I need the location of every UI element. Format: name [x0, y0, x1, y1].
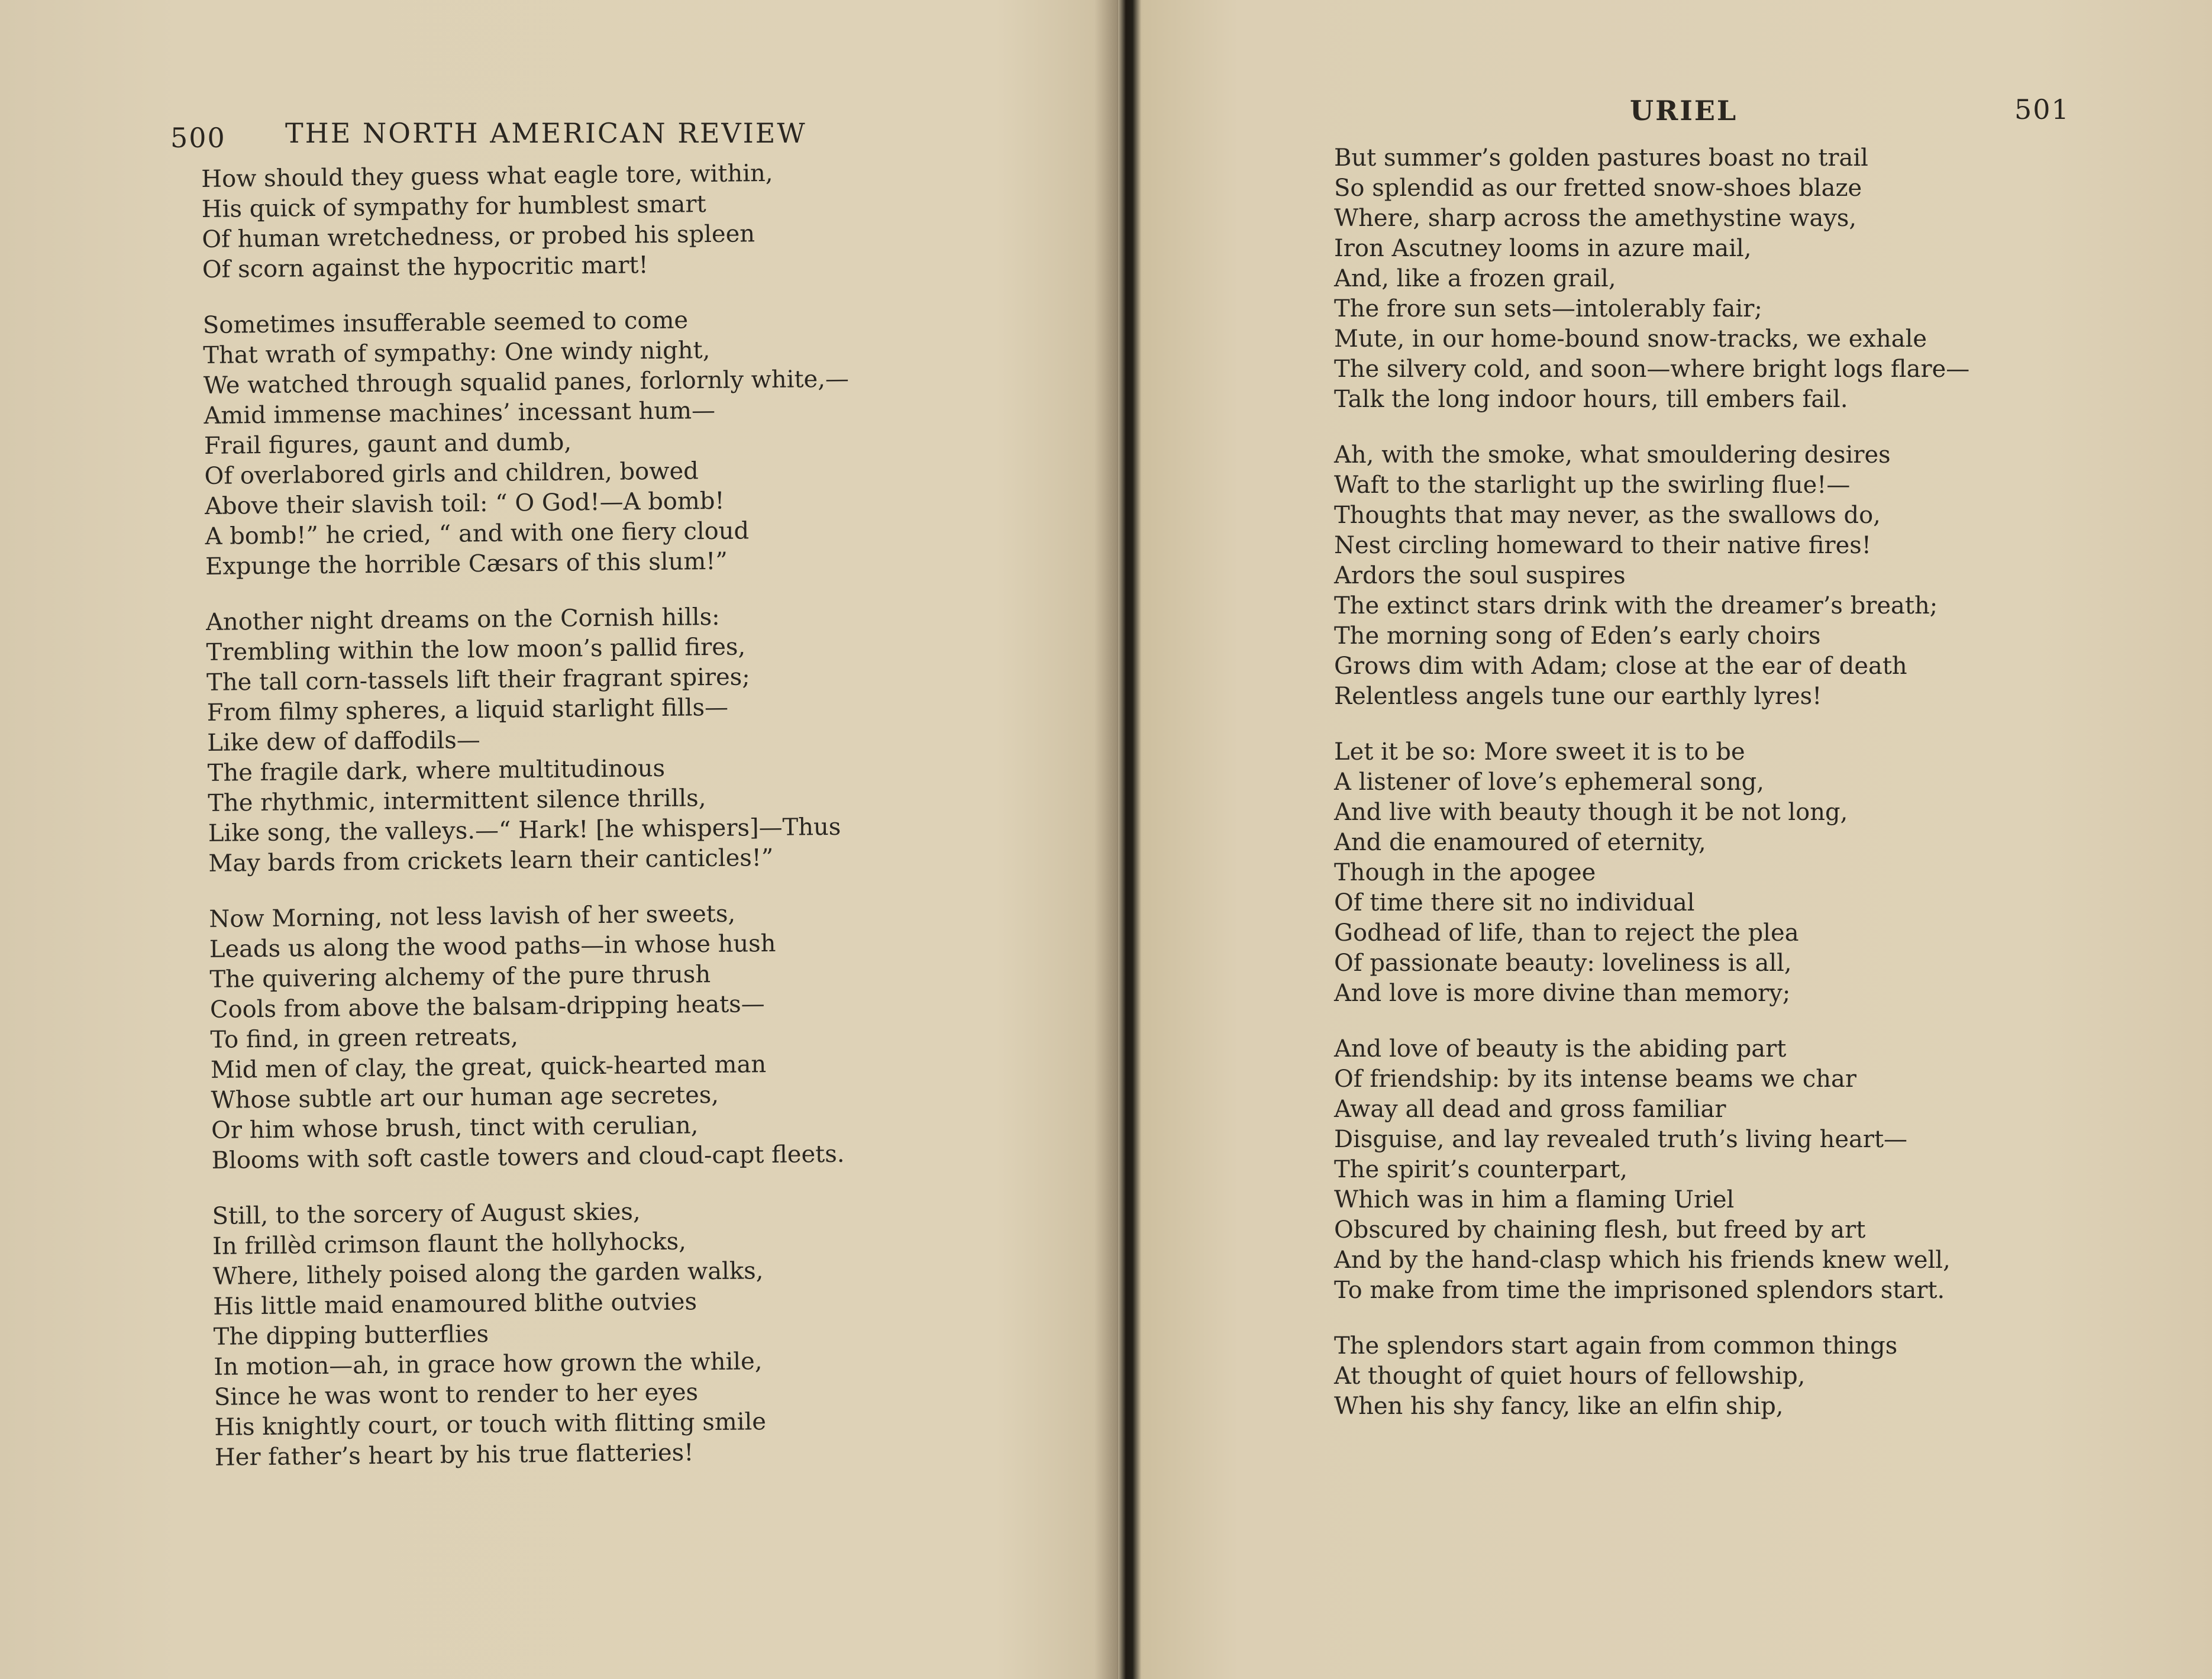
poem-line: Of friendship: by its intense beams we char [1334, 1065, 1857, 1093]
poem-line: The extinct stars drink with the dreamer’s breath; [1334, 592, 1938, 619]
poem-line: Mute, in our home-bound snow-tracks, we exhale [1334, 325, 1927, 353]
poem-line: The spirit’s counterpart, [1334, 1156, 1627, 1183]
poem-line: And love is more divine than memory; [1334, 980, 1791, 1007]
poem-line: And by the hand-clasp which his friends knew well, [1334, 1247, 1951, 1274]
poem-line: Trembling within the low moon’s pallid fires, [206, 633, 746, 666]
page-number: 501 [2014, 93, 2070, 125]
stanza [206, 601, 854, 879]
stanza [209, 898, 857, 1176]
poem-line: Of human wretchedness, or probed his spleen [202, 220, 755, 253]
poem-line: Or him whose brush, tinct with cerulian, [211, 1112, 699, 1144]
poem-line: May bards from crickets learn their canticles!” [208, 844, 774, 877]
poem-line: The rhythmic, intermittent silence thrills, [208, 784, 706, 817]
right-page [1133, 0, 2212, 1679]
poem-line: Ardors the soul suspires [1334, 562, 1626, 589]
poem-line: Away all dead and gross familiar [1334, 1096, 1726, 1123]
stanza [212, 1194, 860, 1473]
poem-line: Her father’s heart by his true flatteries! [214, 1439, 694, 1471]
poem-line: Godhead of life, than to reject the plea [1334, 919, 1799, 947]
poem-line: Which was in him a flaming Uriel [1334, 1186, 1735, 1213]
stanza [201, 158, 848, 285]
poem-line: Of passionate beauty: loveliness is all, [1334, 950, 1792, 977]
poem-line: The silvery cold, and soon—where bright logs flare— [1334, 356, 1970, 383]
poem-line: The fragile dark, where multitudinous [207, 754, 666, 787]
poem-line: His quick of sympathy for humblest smart [201, 190, 706, 223]
poem-line: Whose subtle art our human age secretes, [211, 1081, 719, 1114]
poem-text [1334, 143, 1969, 1447]
page-number: 500 [170, 122, 226, 154]
poem-line: And love of beauty is the abiding part [1334, 1035, 1787, 1063]
poem-line: That wrath of sympathy: One windy night, [203, 337, 711, 369]
poem-line: His knightly court, or touch with flitting smile [214, 1408, 767, 1441]
poem-line: Now Morning, not less lavish of her sweets, [209, 900, 736, 933]
poem-line: Above their slavish toil: “ O God!—A bomb! [204, 487, 725, 520]
poem-line: Talk the long indoor hours, till embers fail. [1334, 386, 1848, 413]
poem-line: Of time there sit no individual [1334, 889, 1695, 916]
running-head: THE NORTH AMERICAN REVIEW [285, 117, 807, 149]
poem-line: Another night dreams on the Cornish hills: [205, 603, 720, 636]
poem-line: When his shy fancy, like an elfin ship, [1334, 1393, 1784, 1420]
poem-line: Ah, with the smoke, what smouldering desires [1334, 441, 1891, 469]
poem-line: Relentless angels tune our earthly lyres! [1334, 683, 1822, 710]
poem-line: Thoughts that may never, as the swallows do, [1334, 502, 1881, 529]
poem-line: Disguise, and lay revealed truth’s living heart— [1334, 1126, 1908, 1153]
poem-line: Blooms with soft castle towers and cloud-capt fleets. [211, 1140, 845, 1174]
poem-line: A listener of love’s ephemeral song, [1334, 769, 1764, 796]
poem-line: Of overlabored girls and children, bowed [204, 457, 699, 490]
poem-line: Still, to the sorcery of August skies, [212, 1198, 641, 1230]
stanza [1334, 440, 1969, 712]
poem-line: Like dew of daffodils— [207, 727, 480, 757]
poem-line: From filmy spheres, a liquid starlight fills— [206, 693, 729, 727]
poem-line: The splendors start again from common things [1334, 1332, 1898, 1360]
poem-line: We watched through squalid panes, forlornly white,— [203, 365, 850, 399]
poem-line: Frail figures, gaunt and dumb, [204, 428, 572, 460]
poem-line: How should they guess what eagle tore, within, [201, 159, 773, 193]
poem-line: So splendid as our fretted snow-shoes blaze [1334, 175, 1862, 202]
poem-line: Nest circling homeward to their native fires! [1334, 532, 1871, 559]
poem-line: To find, in green retreats, [210, 1023, 519, 1054]
poem-line: But summer’s golden pastures boast no trail [1334, 144, 1868, 172]
poem-line: At thought of quiet hours of fellowship, [1334, 1362, 1806, 1390]
poem-line: In frillèd crimson flaunt the hollyhocks, [212, 1228, 687, 1260]
poem-line: A bomb!” he cried, “ and with one fiery cloud [205, 517, 750, 550]
poem-line: Expunge the horrible Cæsars of this slum!” [205, 547, 728, 580]
poem-line: Amid immense machines’ incessant hum— [204, 396, 716, 430]
poem-line: The tall corn-tassels lift their fragrant spires; [206, 663, 750, 696]
poem-line: Sometimes insufferable seemed to come [202, 306, 689, 339]
poem-line: Of scorn against the hypocritic mart! [202, 251, 648, 283]
poem-line: His little maid enamoured blithe outvies [212, 1288, 697, 1320]
poem-line: And live with beauty though it be not long, [1334, 799, 1848, 826]
poem-line: Though in the apogee [1334, 859, 1596, 886]
poem-line: Where, lithely poised along the garden walks, [212, 1257, 764, 1290]
stanza [203, 304, 851, 582]
poem-line: Iron Ascutney looms in azure mail, [1334, 235, 1752, 262]
stanza [1334, 143, 1969, 415]
poem-line: Like song, the valleys.—“ Hark! [he whispers]—Thus [208, 813, 841, 847]
poem-line: To make from time the imprisoned splendors start. [1334, 1277, 1945, 1304]
stanza [1334, 1034, 1969, 1306]
poem-line: Cools from above the balsam-dripping heats— [209, 990, 765, 1023]
poem-line: Let it be so: More sweet it is to be [1334, 738, 1745, 766]
poem-line: Obscured by chaining flesh, but freed by art [1334, 1216, 1866, 1244]
poem-line: Mid men of clay, the great, quick-hearted man [210, 1051, 767, 1084]
poem-line: Grows dim with Adam; close at the ear of death [1334, 653, 1907, 680]
running-head: URIEL [1630, 95, 1738, 127]
stanza [1334, 737, 1969, 1009]
poem-line: Where, sharp across the amethystine ways, [1334, 205, 1857, 232]
poem-line: And die enamoured of eternity, [1334, 829, 1706, 856]
poem-line: The quivering alchemy of the pure thrush [209, 961, 711, 993]
poem-text [201, 158, 861, 1499]
poem-line: And, like a frozen grail, [1334, 265, 1616, 292]
poem-line: The dipping butterflies [213, 1320, 489, 1351]
poem-line: The frore sun sets—intolerably fair; [1334, 295, 1762, 322]
poem-line: The morning song of Eden’s early choirs [1334, 622, 1821, 650]
poem-line: Waft to the starlight up the swirling flue!— [1334, 472, 1851, 499]
poem-line: In motion—ah, in grace how grown the while, [214, 1348, 763, 1381]
stanza [1334, 1331, 1969, 1422]
poem-line: Since he was wont to render to her eyes [214, 1378, 699, 1411]
poem-line: Leads us along the wood paths—in whose hush [209, 929, 776, 963]
